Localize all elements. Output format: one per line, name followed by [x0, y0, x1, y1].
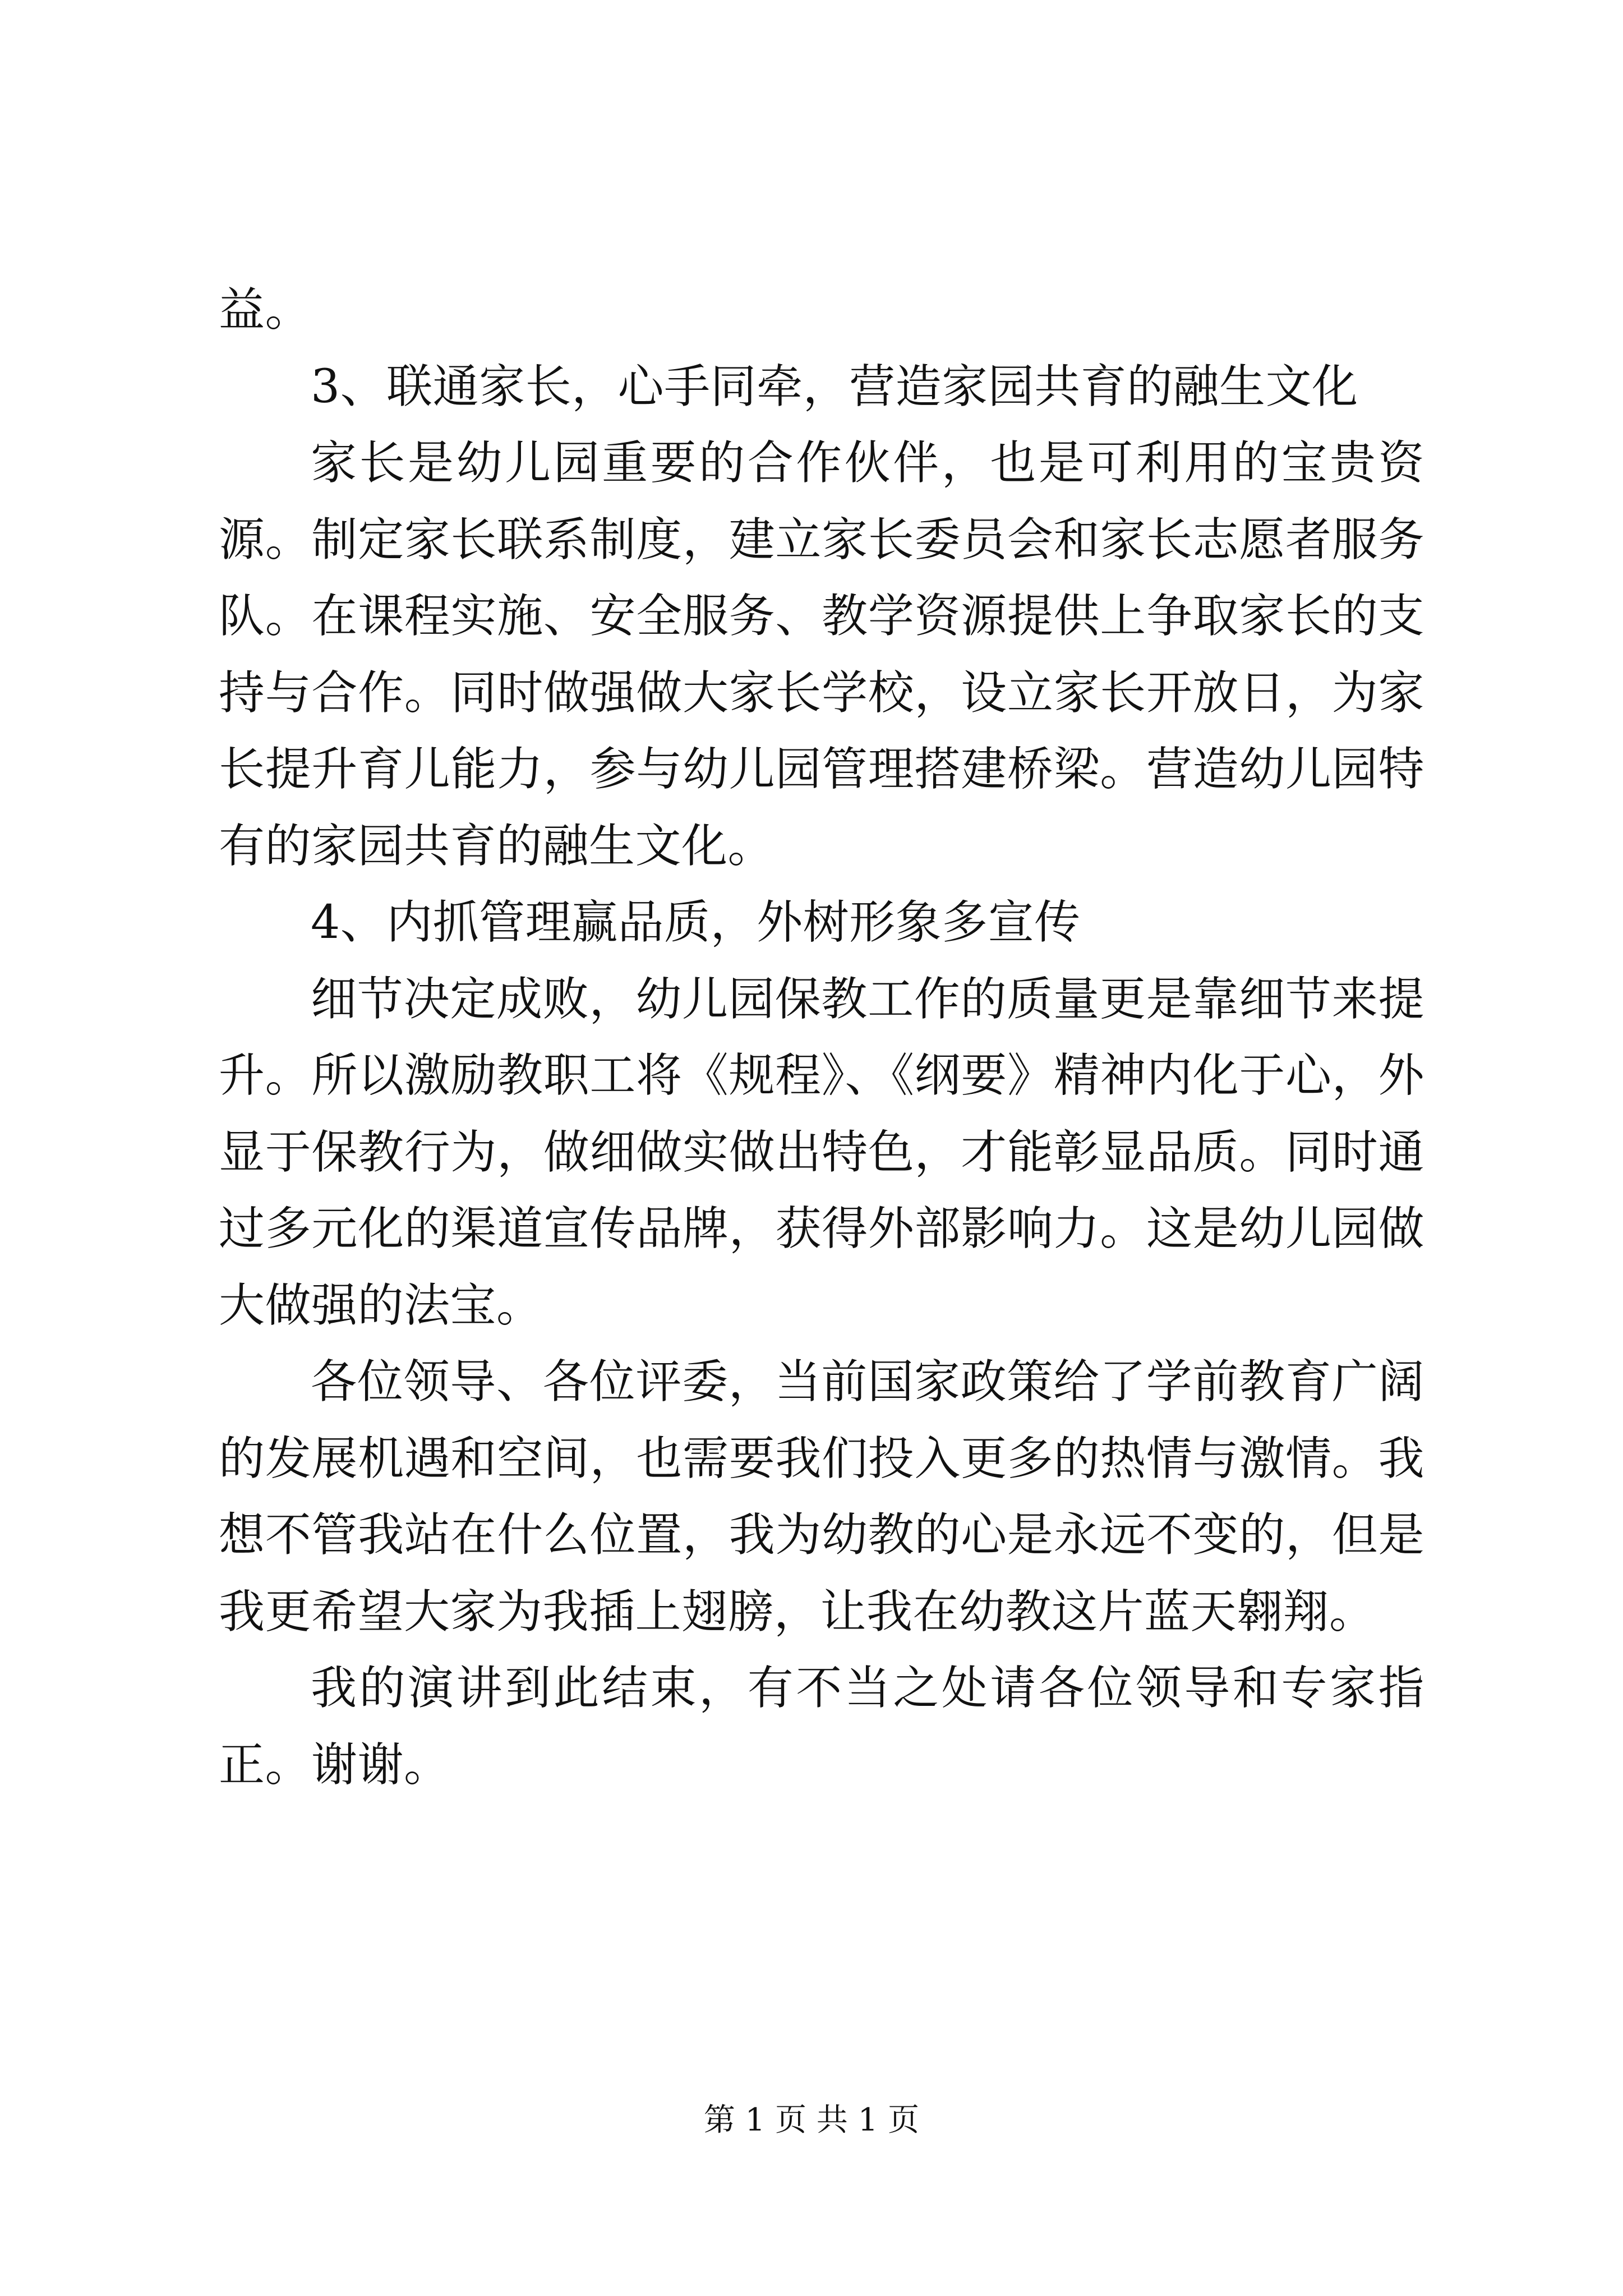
paragraph-closing: 我的演讲到此结束，有不当之处请各位领导和专家指正。谢谢。 [219, 1662, 1424, 1792]
paragraph-details: 细节决定成败，幼儿园保教工作的质量更是靠细节来提升。所以激励教职工将《规程》、《纲要》精神内化于心，外显于保教行为，做细做实做出特色，才能彰显品质。同时通过多元化的渠道宣传品牌，获得外部影响力。这是幼儿园做大做强的法宝。 [219, 972, 1424, 1332]
paragraph-parents: 家长是幼儿园重要的合作伙伴，也是可利用的宝贵资源。制定家长联系制度，建立家长委员会和家长志愿者服务队。在课程实施、安全服务、教学资源提供上争取家长的支持与合作。同时做强做大家长学校，设立家长开放日，为家长提升育儿能力，参与幼儿园管理搭建桥梁。营造幼儿园特有的家园共育的融生文化。 [219, 436, 1424, 873]
section-heading-4: 4、内抓管理赢品质，外树形象多宣传 [311, 896, 1081, 949]
paragraph-continuation: 益。 [219, 283, 312, 337]
section-heading-3: 3、联通家长，心手同牵，营造家园共育的融生文化 [311, 360, 1358, 413]
document-body [219, 272, 1424, 1803]
paragraph-address: 各位领导、各位评委，当前国家政策给了学前教育广阔的发展机遇和空间，也需要我们投入更多的热情与激情。我想不管我站在什么位置，我为幼教的心是永远不变的，但是我更希望大家为我插上翅膀，让我在幼教这片蓝天翱翔。 [219, 1355, 1424, 1639]
page-number-footer: 第 1 页 共 1 页 [703, 2102, 920, 2138]
